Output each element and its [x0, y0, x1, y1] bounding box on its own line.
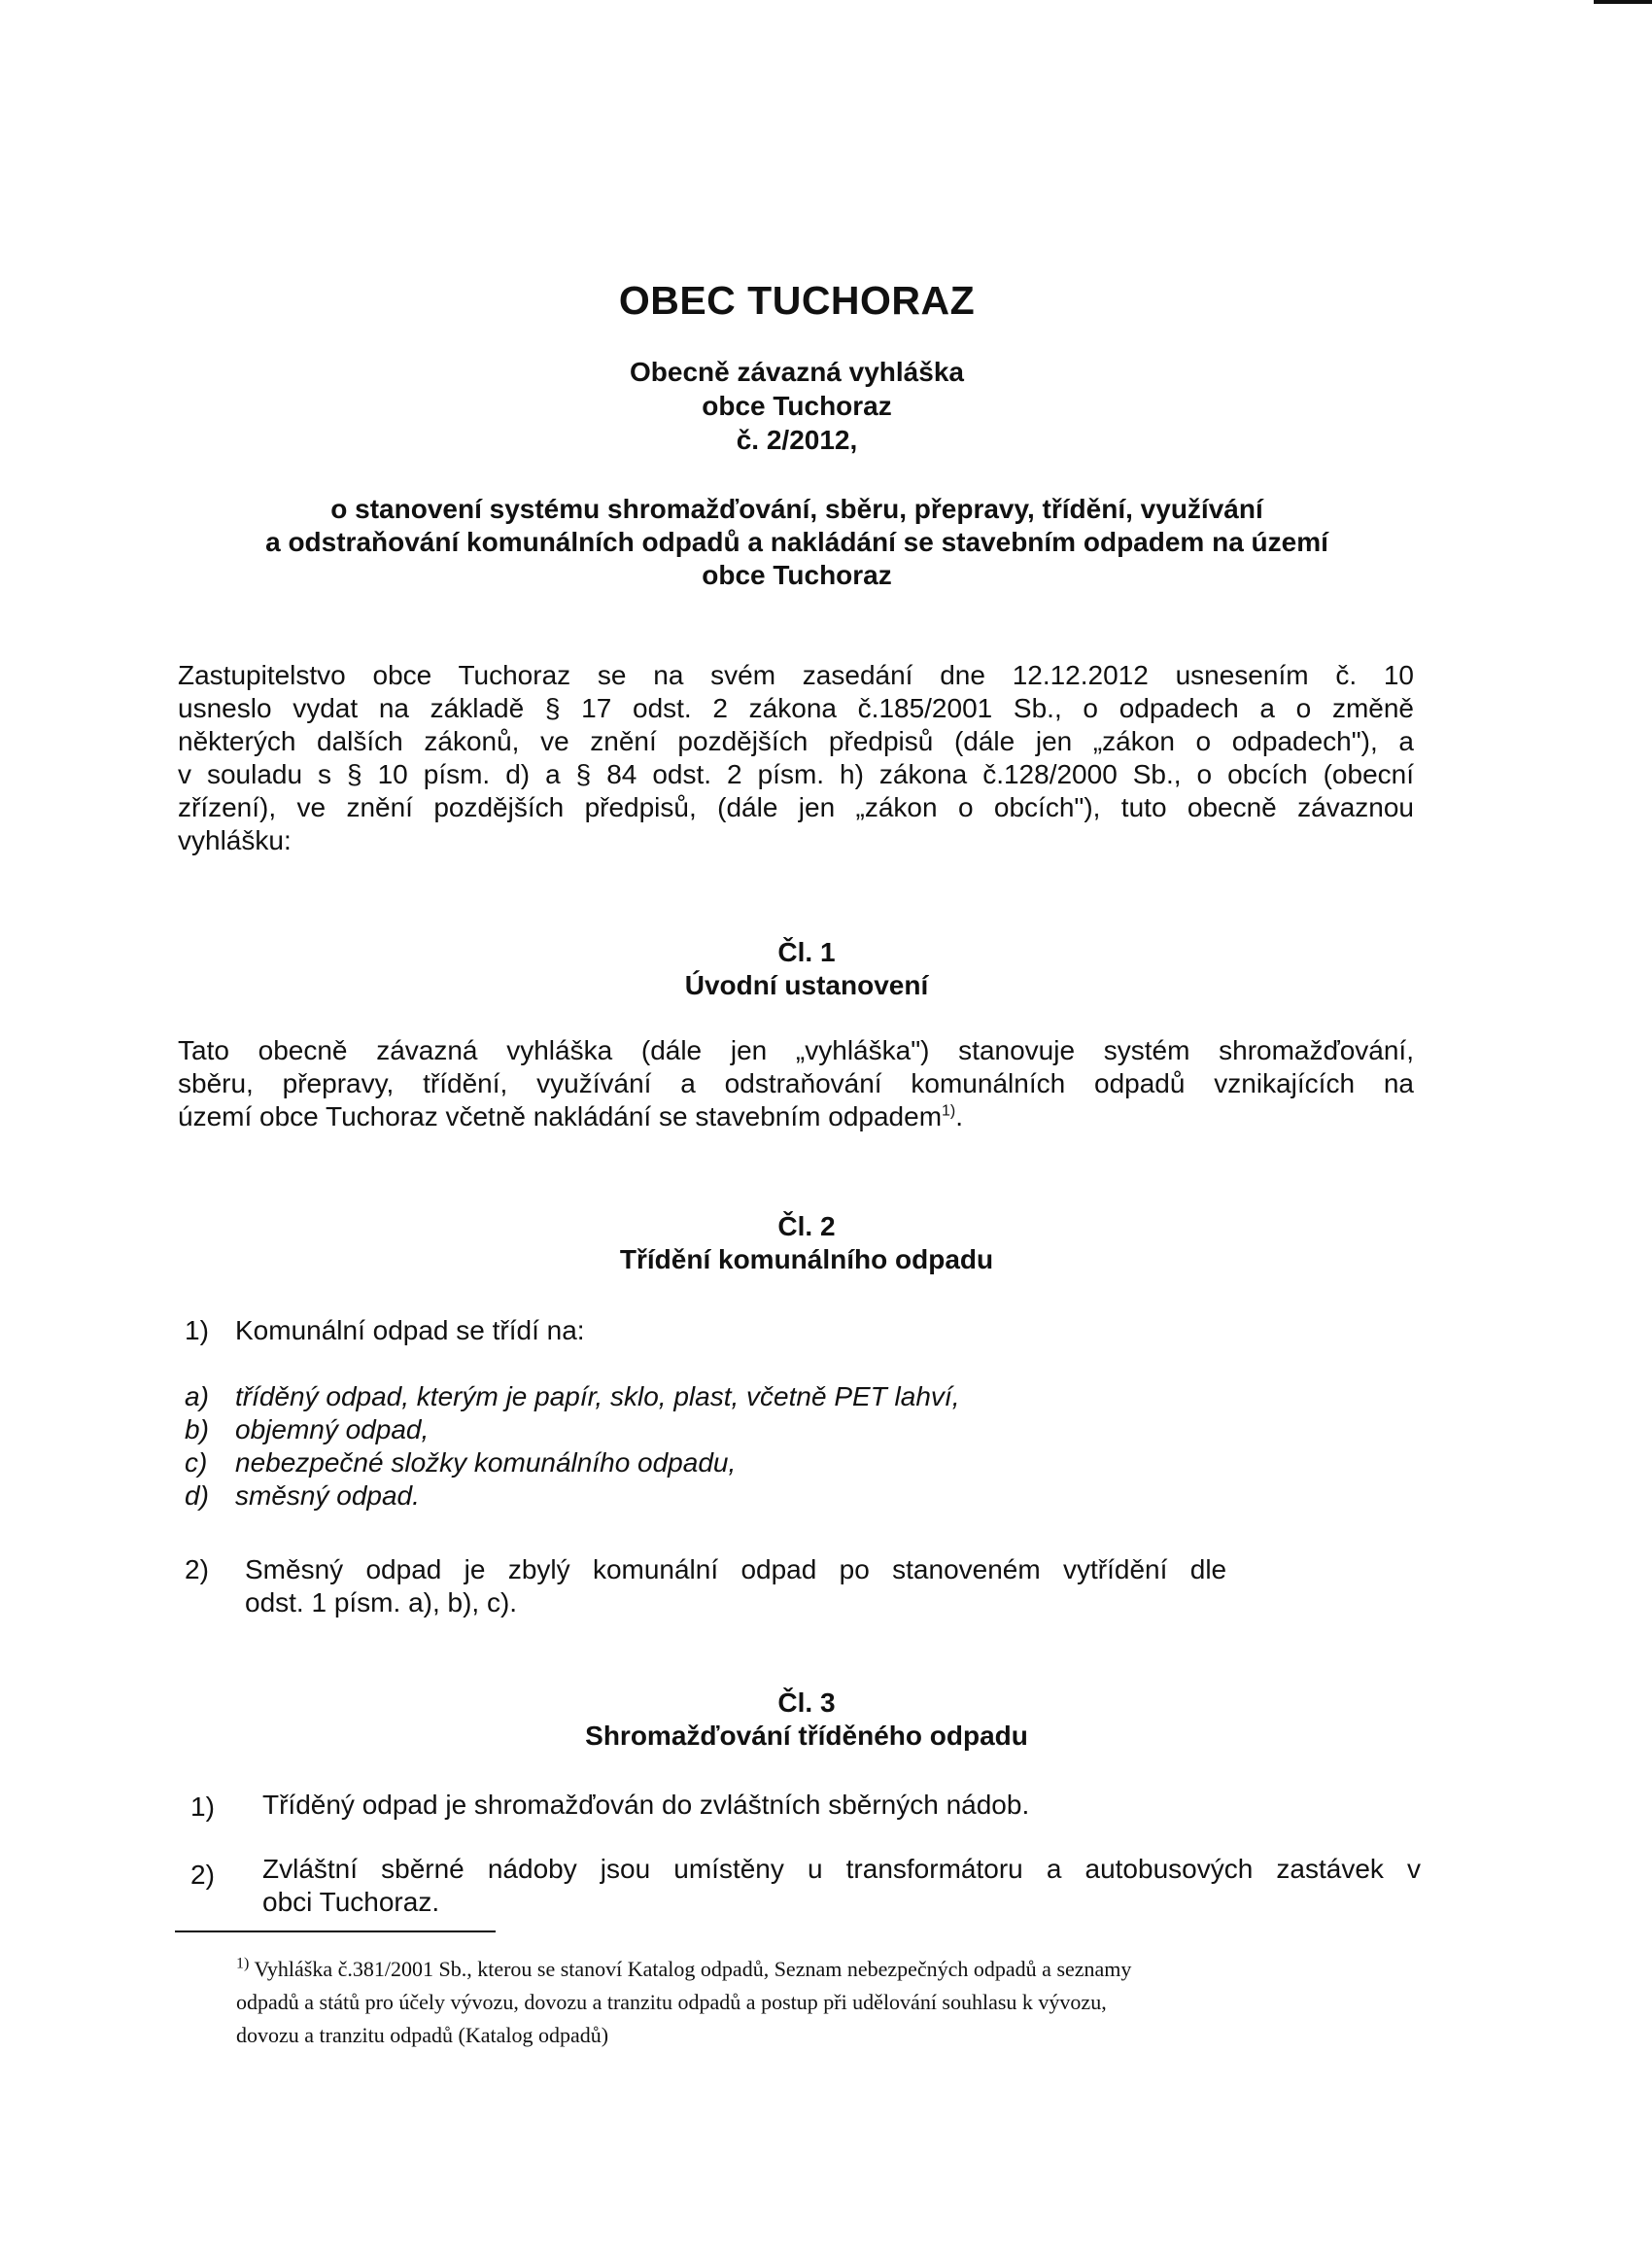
- scan-edge-mark: [1594, 0, 1652, 4]
- preamble-line-2: usneslo vydat na základě § 17 odst. 2 zákona č.185/2001 Sb., o odpadech a o změně: [178, 693, 1414, 723]
- article-2-item-1-number: 1): [185, 1315, 209, 1345]
- municipality-title: OBEC TUCHORAZ: [618, 278, 976, 323]
- preamble-line-3: některých dalších zákonů, ve znění pozdějších předpisů (dále jen „zákon o odpadech"), a: [178, 726, 1414, 756]
- preamble-line-4: v souladu s § 10 písm. d) a § 84 odst. 2 písm. h) zákona č.128/2000 Sb., o obcích (obecní: [178, 759, 1414, 789]
- subitem-d-text: směsný odpad.: [235, 1480, 420, 1511]
- footnote-separator: [175, 1931, 496, 1932]
- document-type: Obecně závazná vyhláška: [630, 357, 964, 387]
- article-2-item-2-line-2: odst. 1 písm. a), b), c).: [245, 1587, 518, 1617]
- preamble-line-1: Zastupitelstvo obce Tuchoraz se na svém zasedání dne 12.12.2012 usnesením č. 10: [178, 660, 1414, 690]
- footnote-line-2: odpadů a států pro účely vývozu, dovozu a tranzitu odpadů a postup při udělování souhlasu k vývozu,: [236, 1990, 1107, 2014]
- article-1-title: Úvodní ustanovení: [684, 970, 929, 1000]
- article-3-item-1-number: 1): [190, 1791, 215, 1822]
- article-2-item-2-number: 2): [185, 1554, 209, 1584]
- document-number: č. 2/2012,: [736, 425, 858, 455]
- footnote-line-1-text: Vyhláška č.381/2001 Sb., kterou se stanoví Katalog odpadů, Seznam nebezpečných odpadů a seznamy: [254, 1957, 1132, 1981]
- subject-line-3: obce Tuchoraz: [702, 560, 892, 590]
- article-2-number: Čl. 2: [777, 1211, 836, 1241]
- subitem-d-letter: d): [185, 1480, 209, 1511]
- preamble-line-6: vyhlášku:: [178, 825, 292, 855]
- subitem-c-letter: c): [185, 1447, 208, 1478]
- subitem-a-letter: a): [185, 1381, 209, 1411]
- article-3-title: Shromažďování tříděného odpadu: [585, 1721, 1028, 1751]
- article-1-line-2: sběru, přepravy, třídění, využívání a odstraňování komunálních odpadů vznikajících na: [178, 1068, 1414, 1098]
- article-2-item-2-line-1: Směsný odpad je zbylý komunální odpad po stanoveném vytřídění dle: [245, 1554, 1227, 1584]
- article-1-line-3-text: území obce Tuchoraz včetně nakládání se stavebním odpadem: [178, 1101, 943, 1131]
- article-3-item-1-text: Tříděný odpad je shromažďován do zvláštních sběrných nádob.: [262, 1790, 1030, 1820]
- article-3-number: Čl. 3: [777, 1687, 836, 1718]
- article-1-line-3: [178, 1100, 1414, 1132]
- article-3-item-2-line-1: Zvláštní sběrné nádoby jsou umístěny u transformátoru a autobusových zastávek v: [262, 1854, 1421, 1884]
- subitem-b-letter: b): [185, 1414, 209, 1444]
- subject-line-2: a odstraňování komunálních odpadů a nakládání se stavebním odpadem na území: [265, 527, 1328, 557]
- subitem-b-text: objemný odpad,: [235, 1414, 430, 1444]
- footnote-marker: 1): [236, 1955, 250, 1972]
- article-1-number: Čl. 1: [777, 937, 836, 967]
- subitem-c-text: nebezpečné složky komunálního odpadu,: [235, 1447, 737, 1478]
- footnote-reference: 1): [942, 1102, 956, 1120]
- footnote-line-3: dovozu a tranzitu odpadů (Katalog odpadů): [236, 2023, 609, 2047]
- article-1-line-3-end: .: [955, 1101, 964, 1131]
- article-3-item-2-number: 2): [190, 1860, 215, 1890]
- article-3-item-2-line-2: obci Tuchoraz.: [262, 1887, 440, 1917]
- article-1-line-1: Tato obecně závazná vyhláška (dále jen „vyhláška") stanovuje systém shromažďování,: [178, 1035, 1414, 1065]
- article-2-item-1-text: Komunální odpad se třídí na:: [235, 1315, 585, 1345]
- subject-line-1: o stanovení systému shromažďování, sběru, přepravy, třídění, využívání: [330, 494, 1263, 524]
- document-municipality: obce Tuchoraz: [702, 391, 892, 421]
- footnote-line-1: [236, 1954, 1402, 1984]
- subitem-a-text: tříděný odpad, kterým je papír, sklo, plast, včetně PET lahví,: [235, 1381, 960, 1411]
- preamble-line-5: zřízení), ve znění pozdějších předpisů, (dále jen „zákon o obcích"), tuto obecně závaznou: [178, 792, 1414, 822]
- article-2-title: Třídění komunálního odpadu: [619, 1244, 994, 1274]
